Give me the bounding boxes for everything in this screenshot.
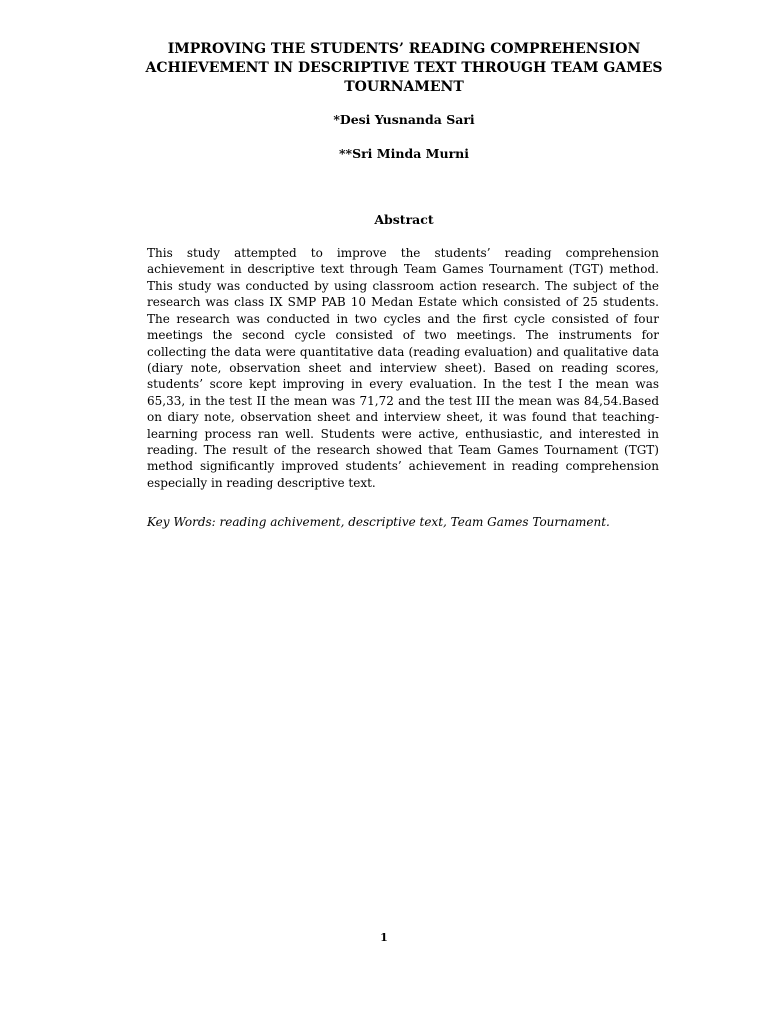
page-number: 1 — [380, 931, 388, 944]
abstract-body — [147, 245, 659, 491]
abstract-line: method significantly improved students’ achievement in reading comprehension — [147, 459, 659, 474]
abstract-line: reading. The result of the research showed that Team Games Tournament (TGT) — [147, 443, 659, 458]
abstract-line: (diary note, observation sheet and interview sheet). Based on reading scores, — [147, 360, 659, 375]
abstract-line: students’ score kept improving in every evaluation. In the test I the mean was — [147, 377, 659, 392]
abstract-line: meetings the second cycle consisted of two meetings. The instruments for — [147, 328, 659, 343]
title-line: TOURNAMENT — [344, 79, 464, 95]
abstract-line: 65,33, in the test II the mean was 71,72 and the test III the mean was 84,54.Based — [147, 393, 659, 408]
abstract-line: on diary note, observation sheet and interview sheet, it was found that teaching- — [147, 410, 659, 425]
abstract-line: especially in reading descriptive text. — [147, 475, 376, 490]
author-primary: *Desi Yusnanda Sari — [333, 112, 475, 127]
abstract-line: learning process ran well. Students were active, enthusiastic, and interested in — [147, 426, 659, 441]
title-line: IMPROVING THE STUDENTS’ READING COMPREHENSION — [167, 41, 641, 57]
paper-title — [140, 40, 668, 97]
abstract-line: achievement in descriptive text through Team Games Tournament (TGT) method. — [147, 262, 659, 277]
title-line: ACHIEVEMENT IN DESCRIPTIVE TEXT THROUGH TEAM GAMES — [145, 60, 663, 76]
abstract-heading: Abstract — [374, 212, 434, 227]
keywords: Key Words: reading achivement, descriptive text, Team Games Tournament. — [147, 515, 610, 529]
abstract-line: collecting the data were quantitative data (reading evaluation) and qualitative data — [147, 344, 659, 359]
abstract-line: research was class IX SMP PAB 10 Medan Estate which consisted of 25 students. — [147, 295, 659, 310]
abstract-line: This study attempted to improve the students’ reading comprehension — [147, 246, 659, 260]
abstract-line: This study was conducted by using classroom action research. The subject of the — [147, 278, 659, 293]
abstract-line: The research was conducted in two cycles and the first cycle consisted of four — [147, 311, 659, 326]
author-secondary: **Sri Minda Murni — [339, 146, 469, 161]
